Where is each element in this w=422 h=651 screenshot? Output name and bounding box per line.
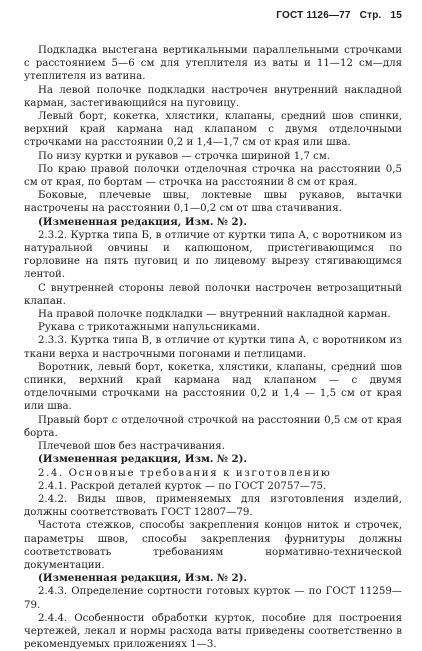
page-header <box>276 10 402 21</box>
page-label: Стр. <box>359 10 382 21</box>
amendment-note: (Измененная редакция, Изм. № 2). <box>38 215 248 228</box>
paragraph-inner-pocket: На левой полочке подкладки настрочен внутренний накладной карман, застегивающийся на пуговицу. <box>24 84 402 109</box>
page-number: 15 <box>390 10 402 21</box>
paragraph-stitch-frequency: Частота стежков, способы закрепления концов ниток и строчек, параметры швов, способы закрепления фурнитуры должны соответствовать требованиям нормативно-технической документации. <box>24 520 402 571</box>
clause-2-3-3: 2.3.3. Куртка типа В, в отличие от куртки типа А, с воротником из ткани верха и настрочными погонами и петлицами. <box>24 335 402 360</box>
paragraph-lining-pocket: На правой полочке подкладки — внутренний накладной карман. <box>38 309 391 321</box>
paragraph-side-seams: Боковые, плечевые швы, локтевые швы рукавов, вытачки настрочены на расстоянии 0,1—0,2 см от шва стачивания. <box>24 190 402 215</box>
paragraph-left-front-stitching: Левый борт, кокетка, хлястики, клапаны, средний шов спинки, верхний край кармана над клапаном с двумя отделочными строчками на расстоянии 0,2 и 1,4—1,7 см от края или шва. <box>24 111 402 149</box>
clause-2-3-2: 2.3.2. Куртка типа Б, в отличие от куртки типа А, с воротником из натуральной овчины и капюшоном, пристегивающимся по горловине на пять пуговиц и по лицевому вырезу стягивающимся лентой. <box>24 229 402 281</box>
amendment-note: (Измененная редакция, Изм. № 2). <box>38 572 248 585</box>
document-body <box>24 44 402 651</box>
clause-2-4-4: 2.4.4. Особенности обработки курток, пособие для построения чертежей, лекал и нормы расхода ваты приведены соответственно в рекомендуемых приложениях 1—3. <box>24 612 402 651</box>
clause-2-4-1: 2.4.1. Раскрой деталей курток — по ГОСТ 20757—75. <box>38 480 327 492</box>
amendment-note: (Измененная редакция, Изм. № 2). <box>38 453 248 466</box>
clause-2-4-3: 2.4.3. Определение сортности готовых курток — по ГОСТ 11259—79. <box>24 586 402 611</box>
paragraph-wind-flap: С внутренней стороны левой полочки настрочен ветрозащитный клапан. <box>24 282 402 307</box>
paragraph-quilting: Подкладка выстегана вертикальными параллельными строчками с расстоянием 5—6 см для утеплителя из ваты и 11—12 см—для утеплителя из ватина. <box>24 45 402 83</box>
paragraph-right-front-stitching: По краю правой полочки отделочная строчка на расстоянии 0,5 см от края, по бортам — строчка на расстоянии 8 см от края. <box>24 163 402 189</box>
paragraph-sleeve-cuffs: Рукава с трикотажными напульсниками. <box>38 322 261 334</box>
section-heading-2-4: 2.4. Основные требования к изготовлению <box>38 467 332 479</box>
paragraph-collar-stitching: Воротник, левый борт, кокетка, хлястики, клапаны, средний шов спинки, верхний край кармана над клапаном — с двумя отделочными строчками на расстоянии 0,2 и 1,4 — 1,5 см от края или шва. <box>24 361 402 413</box>
paragraph-hem-stitching: По низу куртки и рукавов — строчка шириной 1,7 см. <box>38 150 331 162</box>
clause-2-4-2: 2.4.2. Виды швов, применяемых для изготовления изделий, должны соответствовать ГОСТ 12807—79. <box>24 493 402 519</box>
paragraph-shoulder-seam: Плечевой шов без настрачивания. <box>38 441 225 453</box>
standard-number: ГОСТ 1126—77 <box>276 10 351 21</box>
paragraph-right-front-edge: Правый борт с отделочной строчкой на расстоянии 0,5 см от края борта. <box>24 414 402 439</box>
